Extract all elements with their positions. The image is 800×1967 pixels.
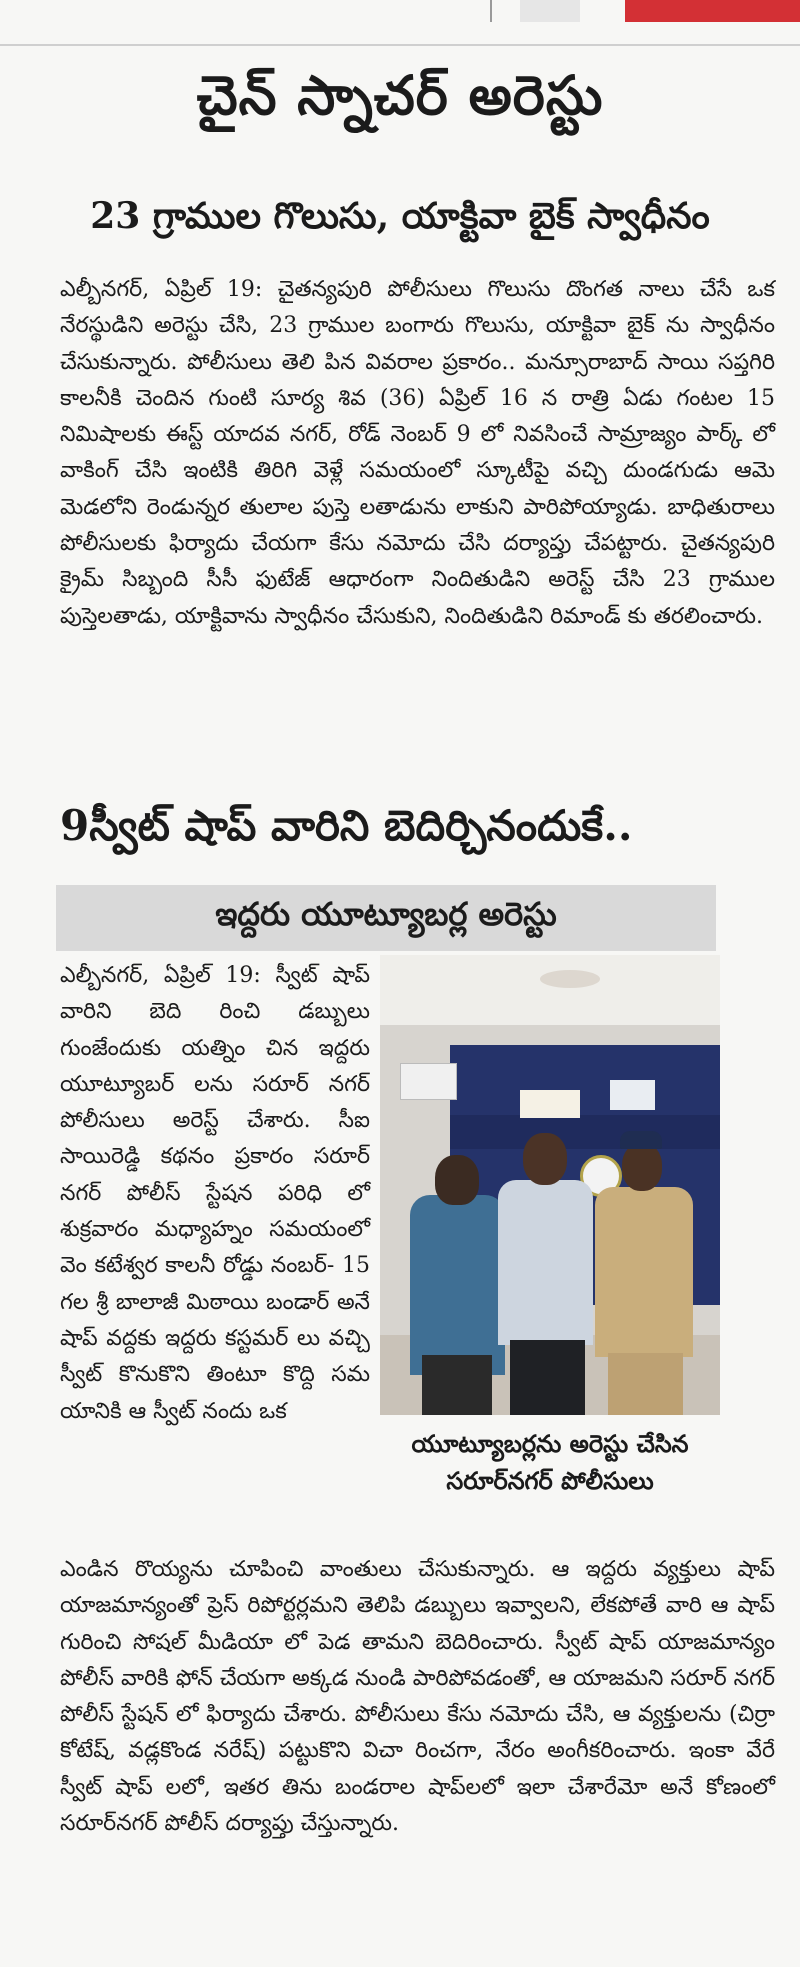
police-officer-body (595, 1187, 693, 1357)
caption-line-2: సరూర్‌నగర్ పోలీసులు (446, 1466, 654, 1496)
top-gray-block (520, 0, 580, 22)
separator-line (0, 44, 800, 46)
person-1-head (435, 1155, 479, 1205)
subheading-banner: ఇద్దరు యూట్యూబర్ల అరెస్టు (56, 885, 716, 951)
person-2-body (498, 1180, 593, 1345)
person-2-head (523, 1133, 567, 1185)
photo-notice (610, 1080, 655, 1110)
photo-notice (400, 1063, 457, 1100)
subheadline: 23 గ్రాముల గొలుసు, యాక్టివా బైక్ స్వాధీనం (90, 195, 710, 237)
photo-wall-strip (450, 1115, 720, 1149)
photo-caption (380, 1425, 720, 1499)
person-2-legs (510, 1340, 585, 1415)
headline: చైన్ స్నాచర్ అరెస్టు (196, 63, 604, 127)
police-officer-legs (608, 1353, 683, 1415)
article-1-body: ఎల్బీనగర్, ఏప్రిల్ 19: చైతన్యపురి పోలీసులు గొలుసు దొంగత నాలు చేసే ఒక నేరస్థుడిని అరెస్టు చేసి, 23 గ్రాముల బంగారు గొలుసు, యాక్టివా బైక్ ను స్వాధీనం చేసుకున్నారు. పోలీసులు తెలి పిన వివరాల ప్రకారం.. మన్సూరాబాద్ సాయి సప్తగిరి కాలనీకి చెందిన గుంటి సూర్య శివ (36) ఏప్రిల్ 16 న రాత్రి ఏడు గంటల 15 నిమిషాలకు ఈస్ట్ యాదవ నగర్, రోడ్ నెంబర్ 9 లో నివసించే సామ్రాజ్యం పార్క్ లో వాకింగ్ చేసి ఇంటికి తిరిగి వెళ్లే సమయంలో స్కూటీపై వచ్చి దుండగుడు ఆమె మెడలోని రెండున్నర తులాల పుస్తె లతాడును లాకుని పారిపోయ్యాడు. బాధితురాలు పోలీసులకు ఫిర్యాదు చేయగా కేసు నమోదు చేసి దర్యాప్తు చేపట్టారు. చైతన్యపురి క్రైమ్ సిబ్బంది సీసీ ఫుటేజ్ ఆధారంగా నిందితుడిని అరెస్ట్ చేసి 23 గ్రాముల పుస్తెలతాడు, యాక్టివాను స్వాధీనం చేసుకుని, నిందితుడిని రిమాండ్ కు తరలించారు. (60, 277, 775, 629)
caption-line-1: యూట్యూబర్లను అరెస్టు చేసిన (411, 1429, 689, 1458)
top-bar (0, 0, 800, 44)
article-2-column: ఎల్బీనగర్, ఏప్రిల్ 19: స్వీట్ షాప్ వారిని బెది రించి డబ్బులు గుంజేందుకు యత్నిం చిన ఇద్దరు యూట్యూబర్ లను సరూర్ నగర్ పోలీసులు అరెస్ట్ చేశారు. సీఐ సాయిరెడ్డి కథనం ప్రకారం సరూర్ నగర్ పోలీస్ స్టేషన పరిధి లో శుక్రవారం మధ్యాహ్నం సమయంలో వెం కటేశ్వర కాలనీ రోడ్డు నంబర్- 15 గల శ్రీ బాలాజీ మిఠాయి బండార్ అనే షాప్ వద్దకు ఇద్దరు కస్టమర్ లు వచ్చి స్వీట్ కొనుకొని తింటూ కొద్ది సమ యానికి ఆ స్వీట్ నందు ఒక (60, 963, 370, 1424)
photo-lamp (540, 970, 600, 988)
top-red-block (625, 0, 800, 22)
article-2-continued: ఎండిన రొయ్యను చూపించి వాంతులు చేసుకున్నారు. ఆ ఇద్దరు వ్యక్తులు షాప్ యాజమాన్యంతో ప్రెస్ రిపోర్టర్లమని తెలిపి డబ్బులు ఇవ్వాలని, లేకపోతే వారి ఆ షాప్ గురించి సోషల్ మీడియా లో పెడ తామని బెదిరించారు. స్వీట్ షాప్ యాజమాన్యం పోలీస్ వారికి ఫోన్ చేయగా అక్కడ నుండి పారిపోవడంతో, ఆ యాజమని సరూర్ నగర్ పోలీస్ స్టేషన్ లో ఫిర్యాదు చేశారు. పోలీసులు కేసు నమోదు చేసి, ఆ వ్యక్తులను (చిర్రా కోటేష్, వడ్లకొండ నరేష్) పట్టుకొని విచా రించగా, నేరం అంగీకరించారు. ఇంకా వేరే స్వీట్ షాప్ లలో, ఇతర తిను బండరాల షాప్‌లలో ఇలా చేశారేమో అనే కోణంలో సరూర్‌నగర్ పోలీస్ దర్యాప్తు చేస్తున్నారు. (60, 1557, 775, 1837)
photo-notice (520, 1090, 580, 1118)
person-1-body (410, 1195, 505, 1375)
person-1-legs (422, 1355, 492, 1415)
headline-2: 9స్వీట్ షాప్ వారిని బెదిర్చినందుకే.. (60, 801, 633, 850)
top-divider (490, 0, 492, 22)
police-cap-icon (620, 1131, 662, 1149)
photo-ceiling (380, 955, 720, 1025)
police-officer-head (622, 1143, 662, 1191)
news-photo (380, 955, 720, 1415)
